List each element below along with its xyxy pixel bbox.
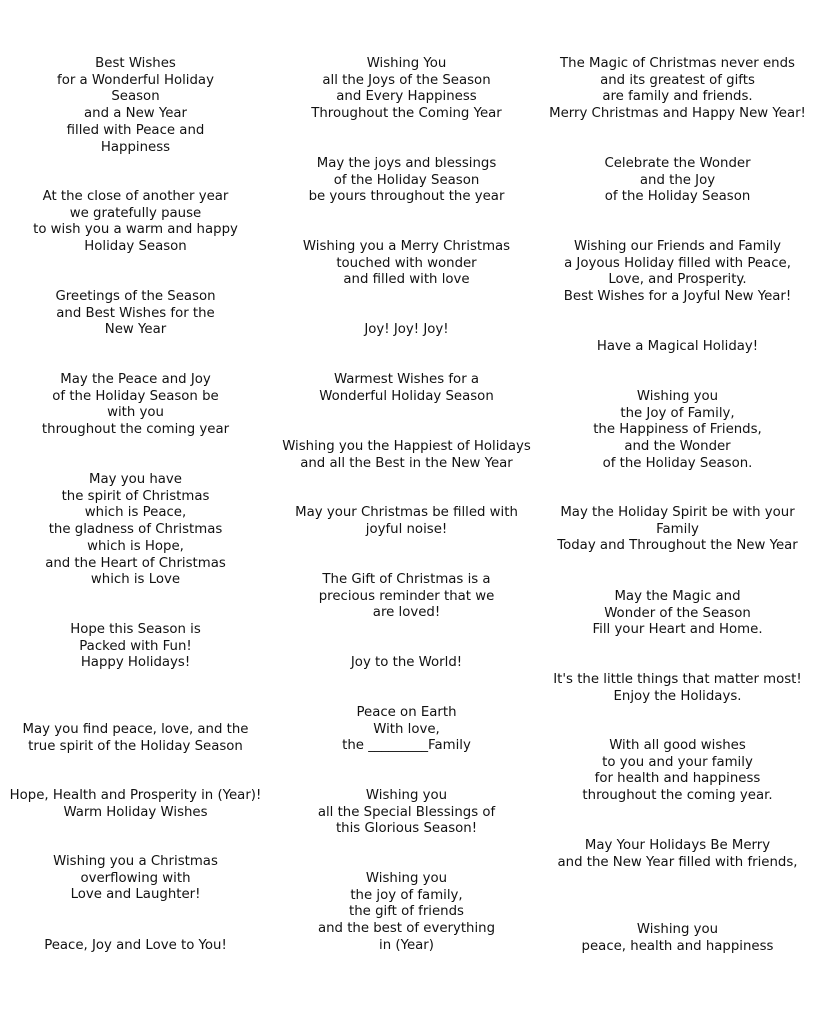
greeting-line: Wishing you	[636, 922, 719, 937]
greeting-line: filled with Peace and	[66, 122, 205, 138]
greeting-block	[0, 289, 271, 339]
greeting-block	[542, 838, 813, 871]
greeting-block	[271, 655, 542, 672]
greeting-line: May the joys and blessings	[316, 156, 497, 171]
greeting-line: the joy of family,	[350, 887, 463, 903]
greeting-line: and Best Wishes for the	[56, 305, 215, 321]
greeting-line: all the Joys of the Season	[322, 72, 491, 88]
greeting-line: Happy Holidays!	[80, 655, 191, 671]
greeting-line: Fill your Heart and Home.	[592, 622, 763, 638]
greeting-line: New Year	[104, 322, 167, 338]
greeting-block	[542, 239, 813, 306]
greeting-line: Wishing you	[636, 389, 719, 404]
greeting-line: for health and happiness	[594, 771, 761, 787]
greeting-block	[271, 239, 542, 289]
greeting-line: the gladness of Christmas	[48, 522, 223, 538]
greeting-block	[542, 56, 813, 123]
greeting-line: are loved!	[372, 605, 441, 621]
greeting-block	[0, 622, 271, 672]
greeting-block	[271, 788, 542, 838]
greeting-line: Wishing you	[365, 788, 448, 803]
greeting-line: and the New Year filled with friends,	[557, 854, 798, 870]
greeting-line: Happiness	[100, 139, 171, 155]
greeting-line: we gratefully pause	[69, 205, 202, 221]
greeting-line: touched with wonder	[336, 255, 477, 271]
greeting-line: joyful noise!	[365, 521, 448, 537]
greeting-block	[542, 738, 813, 805]
greeting-block	[271, 505, 542, 538]
greeting-line: and the best of everything	[317, 921, 496, 937]
greeting-line: and the Joy	[639, 172, 716, 188]
greeting-line: and the Heart of Christmas	[45, 555, 226, 571]
greeting-line: Packed with Fun!	[79, 638, 192, 654]
greeting-line: Best Wishes	[95, 56, 176, 71]
greeting-block	[271, 156, 542, 206]
greeting-line: Celebrate the Wonder	[604, 156, 751, 171]
greeting-line: Love and Laughter!	[70, 887, 201, 903]
greeting-line: Wishing you a Merry Christmas	[302, 239, 511, 254]
greeting-line: the _________Family	[342, 738, 471, 754]
greeting-block	[542, 339, 813, 356]
greeting-line: to you and your family	[602, 754, 753, 770]
greeting-line: Best Wishes for a Joyful New Year!	[563, 289, 792, 305]
greeting-line: Enjoy the Holidays.	[613, 688, 742, 704]
greeting-line: the gift of friends	[349, 904, 464, 920]
greeting-line: all the Special Blessings of	[317, 804, 496, 820]
greeting-line: Joy! Joy! Joy!	[364, 322, 449, 337]
greeting-line: throughout the coming year.	[582, 788, 773, 804]
greeting-line: for a Wonderful Holiday	[57, 72, 214, 88]
greeting-line: May the Peace and Joy	[60, 372, 211, 387]
greeting-line: With love,	[373, 721, 440, 737]
greeting-line: overflowing with	[80, 870, 191, 886]
greeting-line: and its greatest of gifts	[600, 72, 755, 88]
greeting-line: Warm Holiday Wishes	[63, 804, 208, 820]
greeting-line: Greetings of the Season	[55, 289, 216, 304]
greeting-line: May the Holiday Spirit be with your	[560, 505, 795, 520]
greeting-line: Wishing you the Happiest of Holidays	[282, 439, 531, 454]
greeting-line: Peace on Earth	[356, 705, 457, 720]
greeting-block	[271, 871, 542, 955]
greeting-line: Wonder of the Season	[604, 605, 751, 621]
greeting-line: Merry Christmas and Happy New Year!	[549, 106, 806, 122]
greeting-line: Family	[656, 521, 699, 537]
greeting-line: and filled with love	[343, 272, 470, 288]
greetings-column-3	[542, 0, 813, 1024]
greeting-line: Holiday Season	[84, 239, 187, 255]
greeting-line: May the Magic and	[614, 589, 741, 604]
greeting-block	[0, 938, 271, 955]
greeting-block	[0, 854, 271, 904]
greeting-line: May you have	[88, 472, 182, 487]
greeting-block	[271, 372, 542, 405]
greeting-line: Wishing you a Christmas	[53, 854, 218, 869]
greeting-line: May your Christmas be filled with	[295, 505, 518, 520]
greeting-line: With all good wishes	[609, 738, 746, 753]
greeting-block	[0, 788, 271, 821]
greeting-line: Throughout the Coming Year	[311, 106, 502, 122]
greeting-line: in (Year)	[379, 937, 434, 953]
greetings-column-1	[0, 0, 271, 1024]
greeting-line: which is Hope,	[87, 538, 184, 554]
greeting-line: the spirit of Christmas	[61, 488, 210, 504]
greeting-line: May Your Holidays Be Merry	[584, 838, 771, 853]
greeting-block	[0, 472, 271, 589]
greeting-line: At the close of another year	[42, 189, 229, 204]
greeting-line: Hope this Season is	[70, 622, 201, 637]
greeting-line: of the Holiday Season	[604, 189, 751, 205]
greeting-line: The Magic of Christmas never ends	[560, 56, 795, 71]
greeting-line: Hope, Health and Prosperity in (Year)!	[9, 788, 262, 803]
greeting-line: precious reminder that we	[318, 588, 495, 604]
greeting-line: true spirit of the Holiday Season	[28, 738, 243, 754]
greeting-line: and Every Happiness	[336, 89, 477, 105]
greeting-line: the Happiness of Friends,	[593, 422, 762, 438]
greeting-line: peace, health and happiness	[581, 938, 774, 954]
greeting-block	[0, 56, 271, 156]
greeting-line: Peace, Joy and Love to You!	[44, 938, 227, 953]
greeting-line: and all the Best in the New Year	[300, 455, 513, 471]
greeting-block	[542, 589, 813, 639]
greeting-line: Today and Throughout the New Year	[557, 538, 798, 554]
greeting-block	[0, 189, 271, 256]
greeting-line: which is Love	[90, 572, 181, 588]
greeting-line: and a New Year	[84, 106, 187, 122]
greeting-line: a Joyous Holiday filled with Peace,	[564, 255, 791, 271]
greeting-line: of the Holiday Season	[333, 172, 480, 188]
greeting-line: and the Wonder	[624, 439, 731, 455]
greeting-line: The Gift of Christmas is a	[322, 572, 491, 587]
greeting-block	[271, 322, 542, 339]
greeting-block	[271, 572, 542, 622]
greeting-line: Love, and Prosperity.	[608, 272, 747, 288]
greeting-block	[542, 389, 813, 473]
greeting-line: Have a Magical Holiday!	[596, 339, 759, 354]
greeting-block	[542, 672, 813, 705]
greeting-line: the Joy of Family,	[620, 405, 735, 421]
greeting-line: throughout the coming year	[41, 422, 230, 438]
greeting-block	[0, 372, 271, 439]
greeting-line: Wishing You	[366, 56, 447, 71]
greeting-block	[542, 505, 813, 555]
greeting-line: with you	[107, 405, 164, 421]
greeting-line: Warmest Wishes for a	[333, 372, 480, 387]
greeting-line: are family and friends.	[602, 89, 753, 105]
greeting-line: Season	[111, 89, 160, 105]
greeting-line: It's the little things that matter most!	[553, 672, 802, 687]
greeting-line: this Glorious Season!	[335, 821, 478, 837]
greeting-line: be yours throughout the year	[308, 189, 505, 205]
greeting-line: which is Peace,	[84, 505, 187, 521]
greeting-block	[542, 922, 813, 955]
greeting-block	[271, 439, 542, 472]
greeting-block	[271, 705, 542, 755]
greeting-block	[271, 56, 542, 123]
greeting-block	[0, 722, 271, 755]
greeting-line: of the Holiday Season.	[602, 455, 753, 471]
greeting-line: Wishing our Friends and Family	[573, 239, 782, 254]
greeting-line: Wonderful Holiday Season	[319, 388, 494, 404]
greeting-line: Wishing you	[365, 871, 448, 886]
greeting-block	[542, 156, 813, 206]
greeting-line: Joy to the World!	[350, 655, 463, 670]
greeting-line: of the Holiday Season be	[52, 388, 219, 404]
greeting-line: May you find peace, love, and the	[22, 722, 249, 737]
greetings-column-2	[271, 0, 542, 1024]
greeting-line: to wish you a warm and happy	[33, 222, 238, 238]
